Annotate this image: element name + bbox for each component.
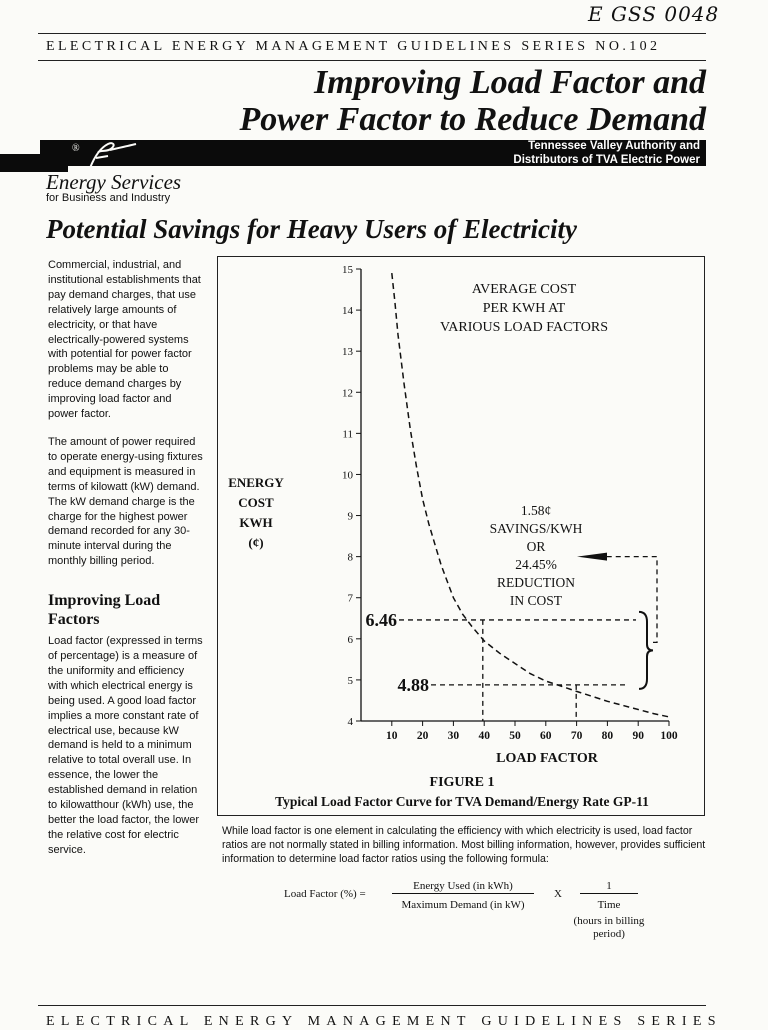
y-tick-label: 9 (347, 510, 353, 523)
handwritten-code: E GSS 0048 (588, 2, 720, 26)
tva-line-1: Tennessee Valley Authority and (528, 140, 700, 152)
y-tick-label: 4 (347, 716, 353, 728)
tva-line-2: Distributors of TVA Electric Power (513, 154, 700, 166)
y-tick-label: 5 (347, 674, 353, 687)
x-tick-label: 50 (509, 730, 521, 742)
formula-denominator-2: Time (597, 899, 621, 911)
y-label-line-1: ENERGY (228, 475, 284, 490)
y-tick-label: 15 (342, 264, 353, 276)
title-line-2: Power Factor to Reduce Demand (239, 101, 706, 138)
figure-caption: Typical Load Factor Curve for TVA Demand/Energy Rate GP-11 (275, 794, 649, 809)
marker-low-label: 4.88 (397, 674, 429, 695)
top-rule (38, 33, 706, 34)
savings-brace (639, 612, 653, 689)
chart-annotation-line-2: PER KWH AT (482, 301, 566, 316)
footer-series: ELECTRICAL ENERGY MANAGEMENT GUIDELINES SERIES (46, 1014, 722, 1029)
y-label-line-2: COST (238, 495, 274, 510)
savings-line-2: SAVINGS/KWH (489, 521, 583, 536)
improving-load-factors-heading: Improving Load Factors (48, 592, 161, 629)
x-tick-label: 10 (386, 730, 398, 742)
series-rule (38, 60, 706, 61)
marker-high-label: 6.46 (365, 609, 397, 630)
left-column (48, 258, 204, 871)
footer-rule (38, 1005, 706, 1006)
chart-annotation-line-1: AVERAGE COST (471, 282, 577, 297)
formula-times: X (554, 888, 562, 900)
y-tick-label: 11 (342, 428, 353, 441)
x-tick-label: 90 (632, 730, 644, 742)
formula-denominator: Maximum Demand (in kW) (401, 899, 525, 911)
load-factor-paragraph: Load factor (expressed in terms of percentage) is a measure of the uniformity and efficiency with which electrical energy is being used. A good load factor implies a more constant rate of electrical use, because kW demand is held to a minimum relative to total overall use. In essence, the lower the established demand in relation to kilowatthour (kWh) use, the better the load factor, the lower the relative cost for electric service. (48, 635, 203, 856)
savings-line-6: IN COST (509, 593, 563, 608)
y-tick-label: 14 (342, 305, 353, 318)
series-title: ELECTRICAL ENERGY MANAGEMENT GUIDELINES SERIES NO.102 (46, 39, 661, 54)
tva-banner-text (513, 139, 700, 167)
savings-leader (607, 557, 657, 643)
y-label-line-4: (¢) (248, 535, 264, 550)
x-axis-label: LOAD FACTOR (496, 751, 598, 766)
x-tick-label: 20 (416, 730, 429, 742)
body-paragraph: While load factor is one element in calculating the efficiency with which electricity is used, load factor ratios are not normally stated in billing information. Most billing information, however, provides sufficient information to determine load factor ratios using the following formula: (222, 825, 706, 865)
x-tick-label: 70 (570, 730, 583, 742)
y-tick-label: 6 (347, 633, 353, 646)
formula-lhs: Load Factor (%) = (284, 888, 366, 900)
section-heading: Potential Savings for Heavy Users of Electricity (46, 214, 577, 244)
x-tick-label: 30 (447, 730, 460, 742)
figure-label: FIGURE 1 (429, 775, 495, 790)
chart-series (392, 273, 669, 717)
y-tick-label: 7 (347, 592, 353, 605)
x-tick-label: 100 (660, 730, 678, 742)
title-line-1: Improving Load Factor and (314, 64, 706, 101)
x-tick-label: 40 (478, 730, 490, 742)
formula-numerator: Energy Used (in kWh) (392, 880, 534, 894)
savings-line-4: 24.45% (515, 557, 557, 572)
y-label-line-3: KWH (239, 515, 273, 530)
document-title (239, 64, 706, 138)
figure-1 (217, 256, 705, 816)
formula-numerator-2: 1 (580, 880, 638, 894)
load-factor-curve (392, 273, 669, 717)
demand-paragraph: The amount of power required to operate energy-using fixtures and equipment is measured in terms of kilowatt (kW) demand. The kW demand charge is the charge for the highest power demand recorded for any 30-minute interval during the monthly billing period. (48, 435, 203, 568)
intro-paragraph: Commercial, industrial, and institutional establishments that pay demand charges, that use relatively large amounts of electricity, or that have electrically-powered systems with potential for power factor problems may be able to reduce demand charges by improving load factor and power factor. (48, 259, 201, 421)
savings-arrow (577, 553, 607, 561)
y-tick-label: 8 (347, 551, 353, 564)
brand-name: Energy Services (46, 170, 182, 194)
registered-mark: ® (72, 143, 80, 154)
savings-line-3: OR (526, 539, 546, 554)
formula-note: (hours in billing period) (573, 915, 645, 940)
x-tick-label: 60 (540, 730, 552, 742)
y-tick-label: 12 (342, 387, 353, 400)
savings-line-1: 1.58¢ (520, 503, 552, 518)
chart-axes (342, 264, 678, 742)
savings-line-5: REDUCTION (497, 575, 575, 590)
load-factor-chart (218, 257, 706, 817)
x-tick-label: 80 (601, 730, 614, 742)
brand-subtitle: for Business and Industry (46, 192, 171, 204)
y-tick-label: 13 (342, 346, 353, 359)
chart-annotation-line-3: VARIOUS LOAD FACTORS (439, 320, 609, 335)
y-tick-label: 10 (342, 469, 353, 482)
